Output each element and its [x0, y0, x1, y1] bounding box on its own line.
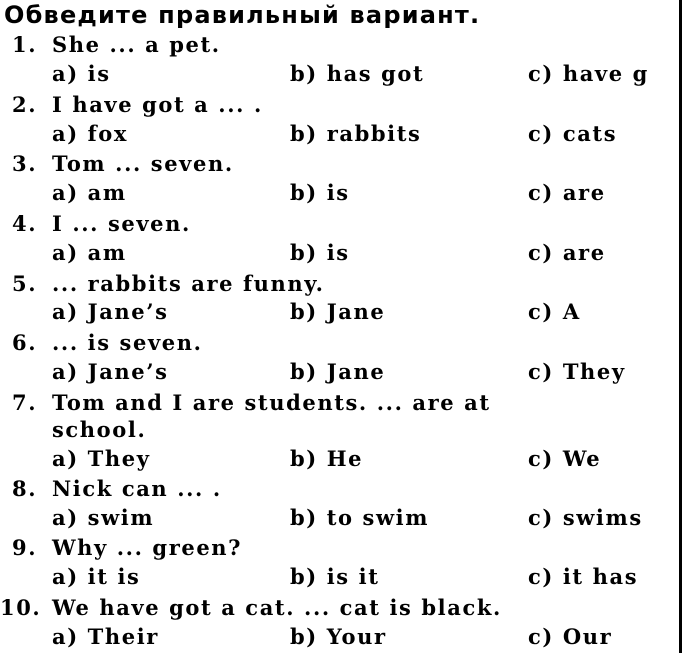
question-number: 7.	[12, 390, 38, 415]
question-text: I have got a ... .	[52, 92, 263, 117]
option-c[interactable]: c) are	[528, 240, 606, 265]
option-b[interactable]: b) to swim	[290, 505, 430, 530]
option-b[interactable]: b) Jane	[290, 299, 386, 324]
question-number: 5.	[12, 271, 38, 296]
option-b[interactable]: b) rabbits	[290, 121, 422, 146]
option-b[interactable]: b) Jane	[290, 359, 386, 384]
option-a[interactable]: a) They	[52, 446, 151, 471]
question-text-line-2: school.	[52, 417, 147, 442]
question-number: 1.	[12, 32, 38, 57]
question-text: Nick can ... .	[52, 476, 222, 501]
question-text: ... rabbits are funny.	[52, 271, 325, 296]
worksheet-title: Обведите правильный вариант.	[4, 1, 481, 29]
option-b[interactable]: b) He	[290, 446, 364, 471]
option-b[interactable]: b) Your	[290, 624, 387, 649]
option-b[interactable]: b) is	[290, 240, 350, 265]
question-text: Tom ... seven.	[52, 151, 234, 176]
question-text: She ... a pet.	[52, 32, 221, 57]
option-c[interactable]: c) have g	[528, 61, 649, 86]
question-number: 4.	[12, 211, 38, 236]
option-a[interactable]: a) it is	[52, 564, 141, 589]
option-c[interactable]: c) cats	[528, 121, 618, 146]
option-c[interactable]: c) swims	[528, 505, 643, 530]
question-text: We have got a cat. ... cat is black.	[52, 595, 502, 620]
question-number: 8.	[12, 476, 38, 501]
option-c[interactable]: c) We	[528, 446, 602, 471]
option-c[interactable]: c) are	[528, 180, 606, 205]
option-a[interactable]: a) am	[52, 180, 127, 205]
question-text: Why ... green?	[52, 535, 243, 560]
question-number: 9.	[12, 535, 38, 560]
option-a[interactable]: a) Their	[52, 624, 159, 649]
option-b[interactable]: b) has got	[290, 61, 425, 86]
option-c[interactable]: c) They	[528, 359, 626, 384]
option-a[interactable]: a) am	[52, 240, 127, 265]
question-number: 6.	[12, 330, 38, 355]
question-number: 3.	[12, 151, 38, 176]
question-number: 10.	[0, 595, 42, 620]
option-a[interactable]: a) Jane’s	[52, 359, 169, 384]
question-text: ... is seven.	[52, 330, 203, 355]
question-text: Tom and I are students. ... are at	[52, 390, 491, 415]
option-a[interactable]: a) swim	[52, 505, 155, 530]
question-number: 2.	[12, 92, 38, 117]
option-b[interactable]: b) is	[290, 180, 350, 205]
option-a[interactable]: a) fox	[52, 121, 129, 146]
option-b[interactable]: b) is it	[290, 564, 380, 589]
option-a[interactable]: a) is	[52, 61, 111, 86]
question-text: I ... seven.	[52, 211, 191, 236]
option-a[interactable]: a) Jane’s	[52, 299, 169, 324]
option-c[interactable]: c) it has	[528, 564, 639, 589]
option-c[interactable]: c) A	[528, 299, 581, 324]
option-c[interactable]: c) Our	[528, 624, 613, 649]
